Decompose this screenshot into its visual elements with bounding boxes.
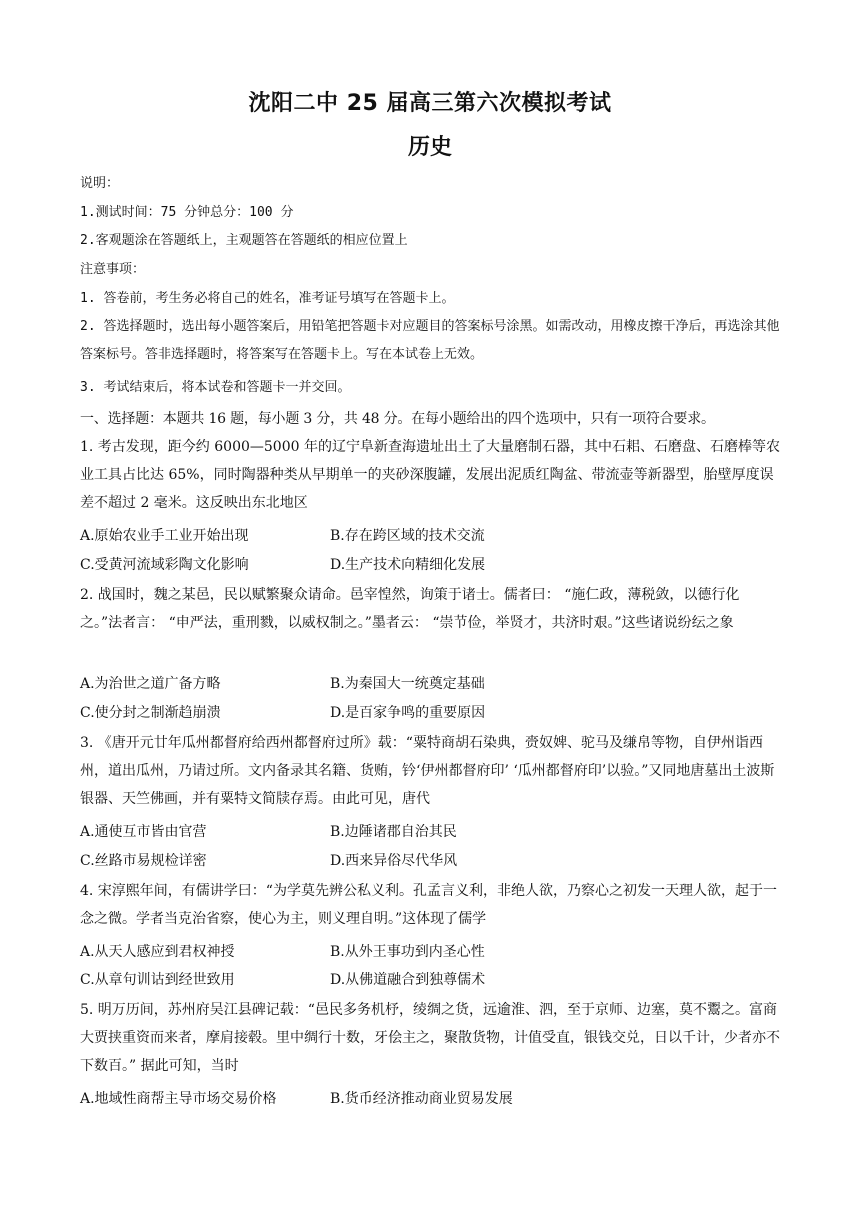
- question-3-stem: 3. 《唐开元廿年瓜州都督府给西州都督府过所》载：“粟特商胡石染典，赍奴婢、驼马及缣帛等物，自伊州诣西州，道出瓜州，乃请过所。文内备录其名籍、货贿，钤‘伊州都督府印’ ‘瓜州都督府印’以验。”又同地唐墓出土波斯银器、天竺佛画，并有粟特文简牍存焉。由此可见，唐代: [80, 735, 775, 807]
- question-4-option-c[interactable]: C.从章句训诂到经世致用: [80, 972, 235, 988]
- exam-title: 沈阳二中 25 届高三第六次模拟考试: [248, 91, 612, 116]
- question-1-option-b[interactable]: B.存在跨区域的技术交流: [330, 528, 485, 544]
- notes-heading: 注意事项：: [80, 262, 146, 277]
- note-1: 1. 答卷前，考生务必将自己的姓名，准考证号填写在答题卡上。: [80, 291, 455, 306]
- exam-subject: 历史: [407, 135, 452, 160]
- question-5-option-a[interactable]: A.地域性商帮主导市场交易价格: [80, 1091, 277, 1107]
- question-2-option-c[interactable]: C.使分封之制渐趋崩溃: [80, 705, 221, 721]
- question-1-option-c[interactable]: C.受黄河流域彩陶文化影响: [80, 557, 249, 573]
- instruction-item-2: 2.客观题涂在答题纸上，主观题答在答题纸的相应位置上: [80, 233, 408, 248]
- question-3-option-d[interactable]: D.西来异俗尽代华风: [330, 853, 458, 869]
- section-heading: 一、选择题：本题共 16 题，每小题 3 分，共 48 分。在每小题给出的四个选项中，只有一项符合要求。: [80, 411, 715, 427]
- question-2-stem: 2. 战国时，魏之某邑，民以赋繁聚众请命。邑宰惶然，询策于诸士。儒者曰： “施仁政，薄税敛，以德行化之。”法者言： “申严法，重刑戮，以威权制之。”墨者云： “崇节俭，举贤才，共济时艰。”这些诸说纷纭之象: [80, 587, 740, 631]
- question-3-option-a[interactable]: A.通使互市皆由官营: [80, 824, 207, 840]
- question-4-option-b[interactable]: B.从外王事功到内圣心性: [330, 944, 485, 960]
- question-3-option-c[interactable]: C.丝路市易规检详密: [80, 853, 207, 869]
- question-4-option-d[interactable]: D.从佛道融合到独尊儒术: [330, 972, 486, 988]
- instruction-item-1: 1.测试时间：75 分钟总分：100 分: [80, 205, 294, 220]
- question-1-option-a[interactable]: A.原始农业手工业开始出现: [80, 528, 249, 544]
- question-1-option-d[interactable]: D.生产技术向精细化发展: [330, 557, 486, 573]
- question-1-stem: 1. 考古发现，距今约 6000—5000 年的辽宁阜新查海遗址出土了大量磨制石器，其中石耜、石磨盘、石磨棒等农业工具占比达 65%，同时陶器种类从早期单一的夹砂深腹罐，发展出泥质红陶盆、带流壶等新器型，胎壁厚度误差不超过 2 毫米。这反映出东北地区: [80, 439, 780, 511]
- question-4-option-a[interactable]: A.从天人感应到君权神授: [80, 944, 235, 960]
- question-2-option-b[interactable]: B.为秦国大一统奠定基础: [330, 676, 485, 692]
- question-2-option-d[interactable]: D.是百家争鸣的重要原因: [330, 705, 486, 721]
- note-2: 2. 答选择题时，选出每小题答案后，用铅笔把答题卡对应题目的答案标号涂黑。如需改动，用橡皮擦干净后，再选涂其他答案标号。答非选择题时，将答案写在答题卡上。写在本试卷上无效。: [80, 319, 780, 362]
- instructions-heading: 说明：: [80, 176, 120, 191]
- question-4-stem: 4. 宋淳熙年间，有儒讲学曰：“为学莫先辨公私义利。孔孟言义利，非绝人欲，乃察心之初发一天理人欲，起于一念之微。学者当克治省察，使心为主，则义理自明。”这体现了儒学: [80, 883, 777, 927]
- question-3-option-b[interactable]: B.边陲诸郡自治其民: [330, 824, 457, 840]
- question-5-stem: 5. 明万历间，苏州府吴江县碑记载：“邑民多务机杼，绫绸之货，远逾淮、泗，至于京师、边塞，莫不鬻之。富商大贾挟重资而来者，摩肩接毂。里中绸行十数，牙侩主之，聚散货物，计值受直，银钱交兑，日以千计，少者亦不下数百。” 据此可知，当时: [80, 1002, 780, 1074]
- question-5-option-b[interactable]: B.货币经济推动商业贸易发展: [330, 1091, 513, 1107]
- note-3: 3. 考试结束后，将本试卷和答题卡一并交回。: [80, 380, 351, 395]
- question-2-option-a[interactable]: A.为治世之道广备方略: [80, 676, 221, 692]
